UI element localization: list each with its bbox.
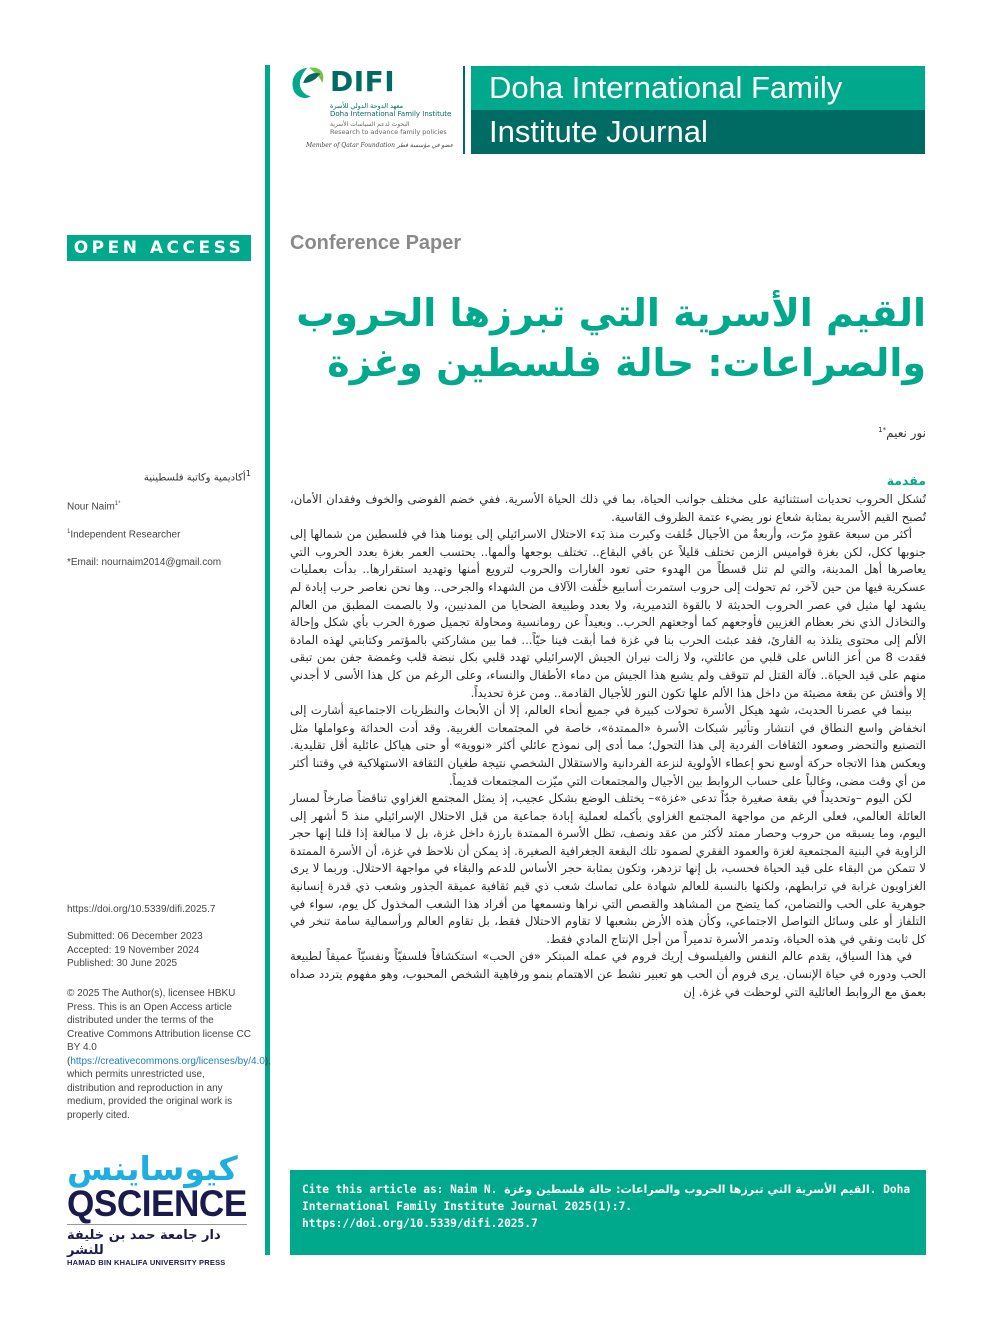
article-body: [290, 491, 926, 1001]
qscience-arabic-wordmark: كيوساينس: [67, 1149, 238, 1188]
paragraph: لكن اليوم –وتحديداً في بقعة صغيرة جدّاً تدعى «غزة»– يختلف الوضع بشكل عجيب، إذ يمثل المجتمع الغزاوي تناقضاً صارخاً لمسار العائلة العالمي، فعلى الرغم من مواجهة المجتمع الغزاوي بأكمله لعملية إبادة جماعية من قبل الاحتلال الإسرائيلي منذ 5 أشهر إلى اليوم، وما يسبقه من حروب وحصار ممتد لأكثر من عقد ونصف، تظل الأسرة الممتدة بارزة داخل غزة، بل لا مبالغة إذا قلنا إنها حجر الزاوية في البنية المجتمعية لغزة والعمود الفقري لصمود تلك البقعة الجغرافية الصغيرة. إذ يمكن أن نلاحظ في غزة، أن الأسرة الممتدة لا تتمكن من البقاء على قيد الحياة فحسب، بل إنها تزدهر، وتكون بمثابة حجر الأساس للدعم والبقاء في مواجهة الاحتلال. وربما لا يرى الغزاويون غرابة في ترابطهم، ولكنها بالنسبة للعالم شهادة على تماسك شعب ذي قيم ثقافية عميقة الجذور وشعب ذي قدرة إنسانية جوهرية على الحب والتضامن، كما يتضح من المشاهد والقصص التي نراها ونسمعها من أفراد هذا الشعب المخذول كل يوم، سواء في التلفاز أو على وسائل التواصل الاجتماعي، وكأن هذه الأرض بشعبها لا تقاوم الاحتلال فقط، بل تقاوم العالم ورأسمالية سامة تنخر في كل ثابت ونقي في هذه الحياة، وتدمر الأسرة تدميراً من أجل الإنتاج المادي فقط.: [290, 791, 926, 946]
journal-title: [471, 66, 925, 154]
affiliation-text: Independent Researcher: [70, 529, 181, 541]
affiliation-superscript: 1: [245, 468, 251, 478]
qscience-logo: [67, 1149, 251, 1267]
difi-logo: [288, 62, 463, 157]
doi-link[interactable]: https://doi.org/10.5339/difi.2025.7: [67, 904, 216, 915]
section-heading: مقدمة: [886, 473, 926, 488]
paragraph: تُشكل الحروب تحديات استثنائية على مختلف جوانب الحياة، بما في ذلك الحياة الأسرية. ففي خضم الفوضى والخوف وفقدان الأمان، تُصبح القيم الأسرية بمثابة شعاع نور يضيء عتمة الظروف القاسية.: [290, 492, 926, 524]
license-link[interactable]: https://creativecommons.org/licenses/by/4.0: [70, 1055, 265, 1067]
dates-block: [67, 930, 251, 971]
article-title-line1: القيم الأسرية التي تبرزها الحروب: [296, 291, 926, 335]
paper-type-label: Conference Paper: [290, 232, 462, 254]
tagline-arabic: البحوث لدعم السياسات الأسرية: [330, 121, 410, 128]
press-name-arabic: دار جامعة حمد بن خليفة للنشر: [67, 1228, 221, 1258]
author-superscript: *1: [878, 426, 887, 434]
difi-leaf-icon: [288, 64, 326, 102]
difi-wordmark: DIFI: [330, 65, 396, 98]
author-name: نور نعيم: [886, 426, 926, 440]
author-name-english: [67, 501, 120, 512]
citation-doi[interactable]: https://doi.org/10.5339/difi.2025.7: [302, 1217, 538, 1230]
citation-title: القيم الأسرية التي تبرزها الحروب والصراعات: حالة فلسطين وغزة: [504, 1183, 870, 1196]
paragraph: أكثر من سبعة عقودٍ مرّت، وأربعةٌ من الأجيال خُلقت وكبرت منذ بَدء الاحتلال الاسرائيلي إلى يومنا هذا في فلسطين من شمالها إلى جنوبها ككل، لكن بغزة قواميس الزمن تختلف قليلاً عن باقي البقاع.. تختلف بوجعها وألمها.. يحتسب العمر بغزة بعدد الحروب التي يعاصرها أهل المدينة، والتي لم تنل قسطاً من الهدوء حتى تعود الغارات والحروب لترويع أمنها وتهديد استقرارها.. بدأت بعمليات عسكرية فيها من حين لآخر، ثم تحولت إلى حروب استمرت أسابيع خلّفت الآلاف من الشهداء والجرحى.. وها نحن نعاصر حرب إبادة لم يشهد لها مثيل في عصر الحروب الحديثة لا بالقوة التدميرية، ولا بعدد وطبيعة الضحايا من المدنيين، ولا بالصمت المطبق من العالم والتخاذل الذي نخر بعظام الغزيين فأوجعهم كما أوجعتهم الحرب.. وبعيداً عن رومانسية ومحاولة تجميل صورة الحرب بأي شكل وإحالة الألم إلى محتوى يتلذذ به القارئ، فقد عبثت الحرب بنا في غزة فما أبقت فينا حيّاً... فما بين مشاركتي بالمؤتمر وكتابتي لهذه المادة فقدت 8 من أعز الناس على قلبي من عائلتي، ولا زالت نيران الجيش الإسرائيلي تهدد قلبي بكل نبضة قلب وغمضة جفن بمن تبقى منهم على قيد الحياة.. فآلة القتل لم تتوقف ولم يشبع هذا الجيش من دماء الأطفال والنساء، وعلى الرغم من كل هذا الأسى لا أجدني إلا وأفتش عن بقعة مضيئة من داخل هذا الألم علها تكون النور للأجيال القادمة.. ومن غزة تحديداً.: [290, 527, 927, 700]
qatar-foundation-member: Member of Qatar Foundation عضو في مؤسسة قطر: [306, 142, 454, 149]
submitted-date: Submitted: 06 December 2023: [67, 931, 203, 942]
affiliation-english: [67, 529, 180, 540]
paragraph: بينما في عصرنا الحديث، شهد هيكل الأسرة تحولات كبيرة في جميع أنحاء العالم، إلا أن الأبحاث والنظريات الاجتماعية أشارت إلى انخفاض واسع النطاق في انتشار وتأثير شبكات الأسرة «الممتدة»، خاصة في المجتمعات الغربية. وقد أدت الحداثة وعواملها مثل التصنيع والتحضر وصعود الثقافات الفردية إلى هذا التحول؛ مما أدى إلى نموذج عائلي أكثر «نووية» أو حتى هياكل عائلية أقل تقليدية. ويعكس هذا الاتجاه حركة أوسع نحو إعطاء الأولوية لنزعة الفردانية والاستقلال الشخصي نتيجة طغيان الثقافة الاستهلاكية في وقتنا أكثر من أي وقت مضى، وغالباً على حساب الروابط بين الأجيال والمجتمعات التي ميّزت المجتمعات قديماً.: [290, 703, 926, 788]
article-title: [290, 288, 926, 388]
accepted-date: Accepted: 19 November 2024: [67, 944, 200, 956]
citation-box: [290, 1170, 926, 1255]
qscience-wordmark: QSCIENCE: [67, 1183, 247, 1224]
affiliation-text: أكاديمية وكاتبة فلسطينية: [143, 472, 246, 484]
license-text: [67, 987, 271, 1122]
journal-title-line1: Doha International Family: [471, 66, 925, 110]
author-superscript: 1*: [114, 501, 121, 507]
affiliation-superscript: 1: [67, 529, 71, 535]
author-name-arabic: [878, 426, 926, 440]
affiliation-arabic: [67, 468, 251, 483]
author-name: Nour Naim: [67, 501, 115, 513]
institute-name-english: Doha International Family Institute: [330, 110, 452, 118]
article-title-line2: والصراعات: حالة فلسطين وغزة: [327, 341, 926, 385]
published-date: Published: 30 June 2025: [67, 958, 178, 969]
license-suffix: ), which permits unrestricted use, distribution and reproduction in any medium, provided the original work is properly cited.: [67, 1055, 271, 1121]
logo-separator: [463, 66, 465, 154]
citation-prefix: Cite this article as: Naim N.: [302, 1183, 505, 1196]
press-name-english: HAMAD BIN KHALIFA UNIVERSITY PRESS: [67, 1258, 226, 1267]
license-prefix: © 2025 The Author(s), licensee HBKU Press. This is an Open Access article distributed under the terms of the Creative Commons Attribution license CC BY 4.0 (: [67, 988, 251, 1067]
author-email[interactable]: *Email: nournaim2014@gmail.com: [67, 557, 222, 568]
citation-suffix: . Doha International Family Institute Journal 2025(1):7.: [302, 1183, 911, 1213]
qscience-rule: [67, 1224, 247, 1225]
institute-name-arabic: معهد الدوحة الدولي للأسرة: [330, 102, 404, 110]
vertical-divider: [265, 65, 270, 1255]
journal-title-line2: Institute Journal: [471, 110, 925, 154]
open-access-badge: OPEN ACCESS: [67, 235, 251, 261]
paragraph: في هذا السياق، يقدم عالم النفس والفيلسوف إريك فروم في عمله المبتكر «فن الحب» استكشافاً فلسفيّاً ونفسيّاً عميقاً لطبيعة الحب ودوره في حياة الإنسان. يرى فروم أن الحب هو تعبير نشط عن الاهتمام بنمو ورفاهية الشخص المحبوب، وهو مفهوم يتردد صداه بعمق مع الروابط العائلية التي لوحظت في غزة. إن: [290, 949, 926, 999]
tagline-english: Research to advance family policies: [330, 128, 447, 136]
